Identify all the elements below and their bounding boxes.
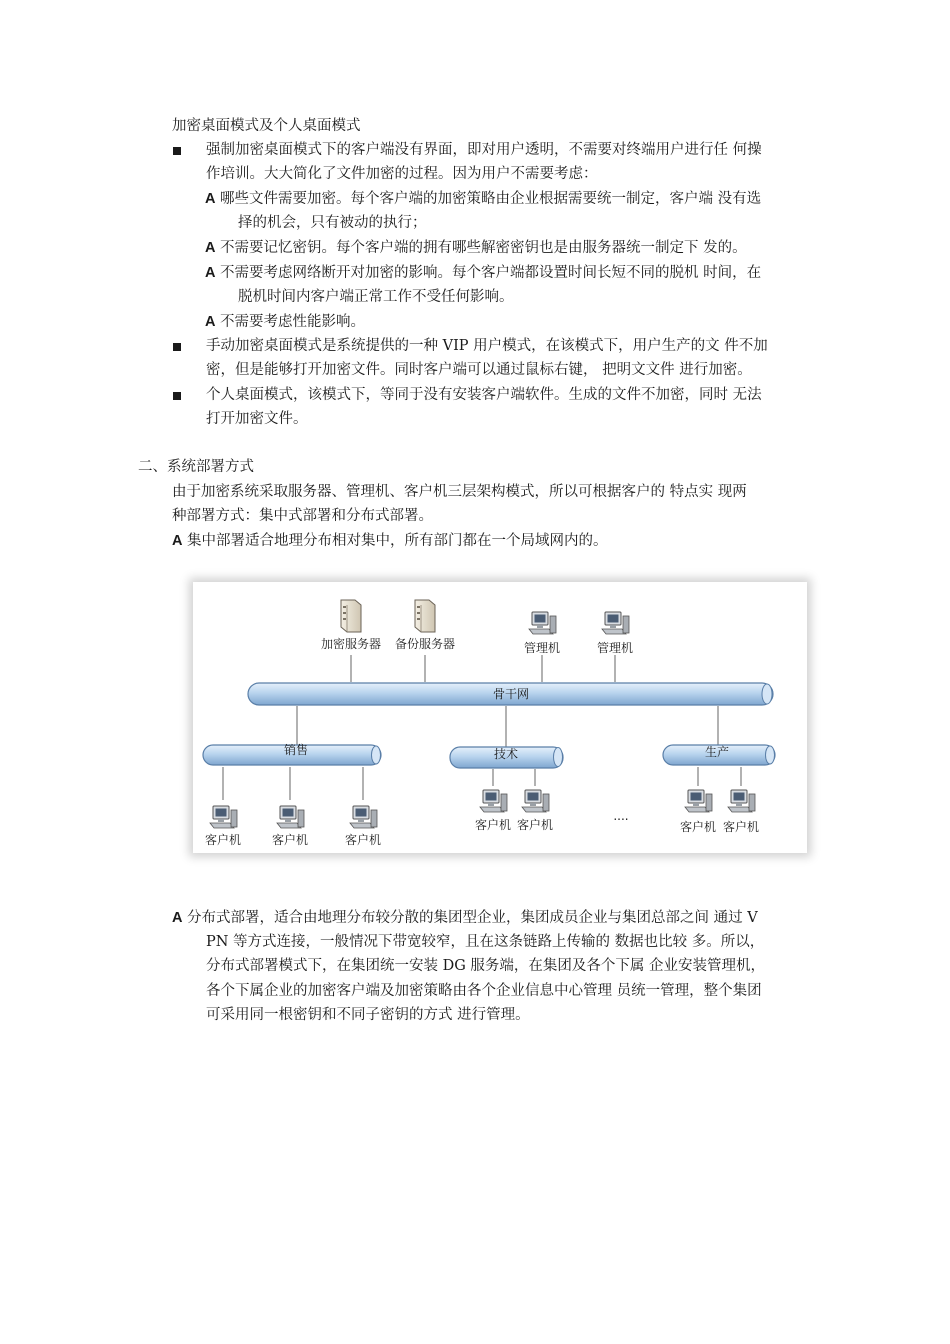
client-label: 客户机 xyxy=(679,820,717,834)
distributed-line-1: 分布式部署，适合由地理分布较分散的集团型企业，集团成员企业与集团总部之间 通过 V xyxy=(187,910,758,926)
section-2-title: 二、系统部署方式 xyxy=(138,459,254,475)
sub-item-1-line-1: 哪些文件需要加密。每个客户端的加密策略由企业根据需要统一制定，客户端 没有选 xyxy=(220,191,762,207)
bullet-3-line-2: 打开加密文件。 xyxy=(206,411,308,427)
client-label: 客户机 xyxy=(204,833,242,847)
centralized-marker: A xyxy=(172,533,183,549)
bullet-2-line-1: 手动加密桌面模式是系统提供的一种 VIP 用户模式，在该模式下，用户生产的文 件不加 xyxy=(206,338,768,354)
bullet-2-line-2: 密，但是能够打开加密文件。同时客户端可以通过鼠标右键， 把明文文件 进行加密。 xyxy=(206,362,752,378)
bullet-1-line-2: 作培训。大大简化了文件加密的过程。因为用户不需要考虑： xyxy=(206,166,598,182)
distributed-marker: A xyxy=(172,910,183,926)
sub-item-1-line-2: 择的机会，只有被动的执行； xyxy=(238,215,427,231)
ellipsis-label: .... xyxy=(613,809,629,823)
network-diagram xyxy=(193,582,807,853)
section-heading: 加密桌面模式及个人桌面模式 xyxy=(172,118,361,134)
sub-item-marker: A xyxy=(205,191,216,207)
sub-item-marker: A xyxy=(205,314,216,330)
client-pc-icon xyxy=(210,806,237,828)
client-pc-icon xyxy=(522,790,549,812)
management-pc-icon xyxy=(529,612,556,634)
sub-item-3-line-2: 脱机时间内客户端正常工作不受任何影响。 xyxy=(238,289,514,305)
client-label: 客户机 xyxy=(516,818,554,832)
branch-label-production: 生产 xyxy=(704,745,730,759)
sub-item-3-line-1: 不需要考虑网络断开对加密的影响。每个客户端都设置时间长短不同的脱机 时间，在 xyxy=(220,265,762,281)
encryption-server-icon xyxy=(341,600,361,632)
square-bullet-icon xyxy=(173,147,181,155)
bullet-3-line-1: 个人桌面模式，该模式下，等同于没有安装客户端软件。生成的文件不加密，同时 无法 xyxy=(206,387,762,403)
backup-server-icon xyxy=(415,600,435,632)
client-label: 客户机 xyxy=(474,818,512,832)
branch-label-sales: 销售 xyxy=(283,743,309,757)
management-pc-icon xyxy=(602,612,629,634)
distributed-line-3: 分布式部署模式下，在集团统一安装 DG 服务端，在集团及各个下属 企业安装管理机， xyxy=(206,958,766,974)
section-2-intro-line-2: 种部署方式：集中式部署和分布式部署。 xyxy=(172,508,433,524)
server-label: 加密服务器 xyxy=(320,637,382,651)
distributed-line-2: PN 等方式连接，一般情况下带宽较窄，且在这条链路上传输的 数据也比较 多。所以， xyxy=(206,934,765,950)
client-label: 客户机 xyxy=(722,820,760,834)
server-label: 备份服务器 xyxy=(394,637,456,651)
sub-item-4-line-1: 不需要考虑性能影响。 xyxy=(220,314,365,330)
sub-item-marker: A xyxy=(205,240,216,256)
manager-label: 管理机 xyxy=(523,641,561,655)
client-label: 客户机 xyxy=(344,833,382,847)
client-pc-icon xyxy=(480,790,507,812)
square-bullet-icon xyxy=(173,343,181,351)
connector-lines xyxy=(223,655,741,800)
centralized-text: 集中部署适合地理分布相对集中，所有部门都在一个局域网内的。 xyxy=(187,533,608,549)
client-pc-icon xyxy=(350,806,377,828)
network-topology-figure xyxy=(193,582,807,853)
backbone-label: 骨干网 xyxy=(492,687,530,701)
client-label: 客户机 xyxy=(271,833,309,847)
sub-item-2-line-1: 不需要记忆密钥。每个客户端的拥有哪些解密密钥也是由服务器统一制定下 发的。 xyxy=(220,240,747,256)
square-bullet-icon xyxy=(173,392,181,400)
bullet-1-line-1: 强制加密桌面模式下的客户端没有界面，即对用户透明，不需要对终端用户进行任 何操 xyxy=(206,142,762,158)
manager-label: 管理机 xyxy=(596,641,634,655)
distributed-line-4: 各个下属企业的加密客户端及加密策略由各个企业信息中心管理 员统一管理，整个集团 xyxy=(206,983,762,999)
sub-item-marker: A xyxy=(205,265,216,281)
client-pc-icon xyxy=(728,790,755,812)
client-pc-icon xyxy=(685,790,712,812)
branch-label-tech: 技术 xyxy=(493,747,519,761)
client-pc-icon xyxy=(277,806,304,828)
distributed-line-5: 可采用同一根密钥和不同子密钥的方式 进行管理。 xyxy=(206,1007,530,1023)
section-2-intro-line-1: 由于加密系统采取服务器、管理机、客户机三层架构模式，所以可根据客户的 特点实 现两 xyxy=(172,484,747,500)
